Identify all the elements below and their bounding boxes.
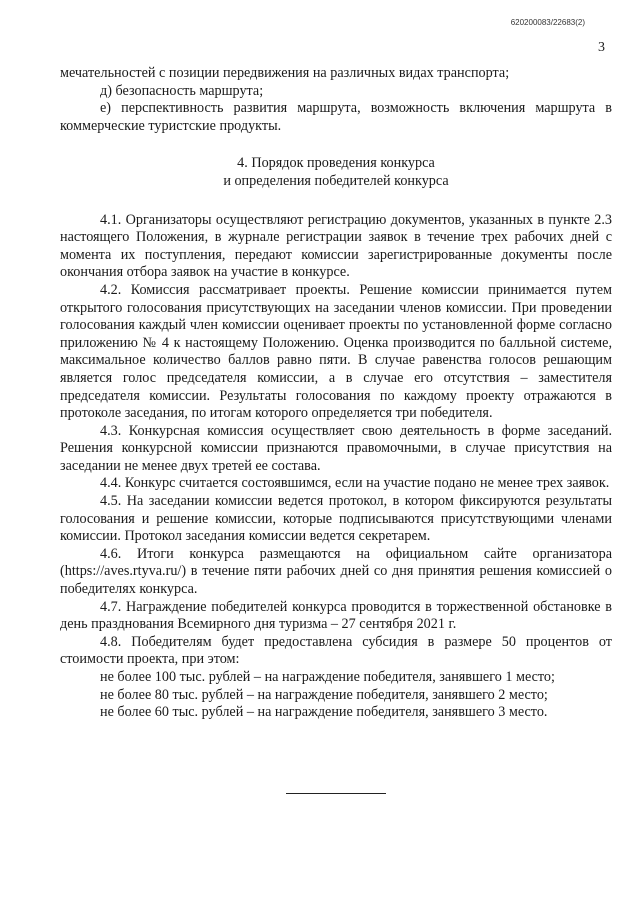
list-item-d: д) безопасность маршрута;	[100, 82, 264, 99]
clause-4-6: 4.6. Итоги конкурса размещаются на официальном сайте организатора (https://aves.rtyva.ru/) в течение пяти рабочих дней со дня принятия решения комиссией о победителях конкурса.	[60, 545, 612, 598]
clause-4-4: 4.4. Конкурс считается состоявшимся, если на участие подано не менее трех заявок.	[100, 475, 610, 492]
subsidy-item-1: не более 100 тыс. рублей – на награждение победителя, занявшего 1 место;	[100, 669, 555, 685]
clause-4-5: 4.5. На заседании комиссии ведется протокол, в котором фиксируются результаты голосования и решение комиссии, которые подписываются присутствующими членами комиссии. Протокол заседания комиссии ведется секретарем.	[60, 493, 612, 545]
clause-4-2: 4.2. Комиссия рассматривает проекты. Решение комиссии принимается путем открытого голосования присутствующих на заседании членов комиссии. При проведении голосования каждый член комиссии оценивает проекты по установленной форме согласно приложению № 4 к настоящему Положению. Оценка производится по балльной системе, максимальное количество баллов равно пяти. В случае равенства голосов решающим является голос председателя комиссии, а в случае его отсутствия – заместителя председателя комиссии. Результаты голосования по каждому проекту отражаются в протоколе заседания, по итогам которого определяется три победителя.	[60, 281, 612, 422]
subsidy-item-3: не более 60 тыс. рублей – на награждение победителя, занявшего 3 место.	[100, 704, 548, 721]
end-of-document-rule	[286, 793, 386, 794]
document-body	[60, 65, 612, 722]
clause-4-8: 4.8. Победителям будет предоставлена субсидия в размере 50 процентов от стоимости проекта, при этом:	[60, 633, 612, 668]
section-heading-line-2: и определения победителей конкурса	[223, 172, 449, 189]
subsidy-item-2: не более 80 тыс. рублей – на награждение победителя, занявшего 2 место;	[100, 686, 548, 703]
clause-4-3: 4.3. Конкурсная комиссия осуществляет свою деятельность в форме заседаний. Решения конкурсной комиссии признаются правомочными, в случае присутствия на заседании не менее двух третей ее состава.	[60, 422, 612, 474]
section-heading	[60, 155, 612, 190]
page-number: 3	[598, 40, 605, 55]
document-code: 620200083/22683(2)	[510, 18, 585, 27]
continuation-line: мечательностей с позиции передвижения на различных видах транспорта;	[60, 65, 510, 81]
section-heading-line-1: 4. Порядок проведения конкурса	[237, 155, 435, 172]
clause-4-7: 4.7. Награждение победителей конкурса проводится в торжественной обстановке в день празднования Всемирного дня туризма – 27 сентября 2021 г.	[60, 598, 612, 633]
clause-4-1: 4.1. Организаторы осуществляют регистрацию документов, указанных в пункте 2.3 настоящего Положения, в журнале регистрации заявок в течение трех рабочих дней с момента их поступления, передают комиссии зарегистрированные документы после окончания отбора заявок на участие в конкурсе.	[60, 211, 612, 281]
list-item-e: е) перспективность развития маршрута, возможность включения маршрута в коммерческие туристские продукты.	[60, 100, 612, 134]
